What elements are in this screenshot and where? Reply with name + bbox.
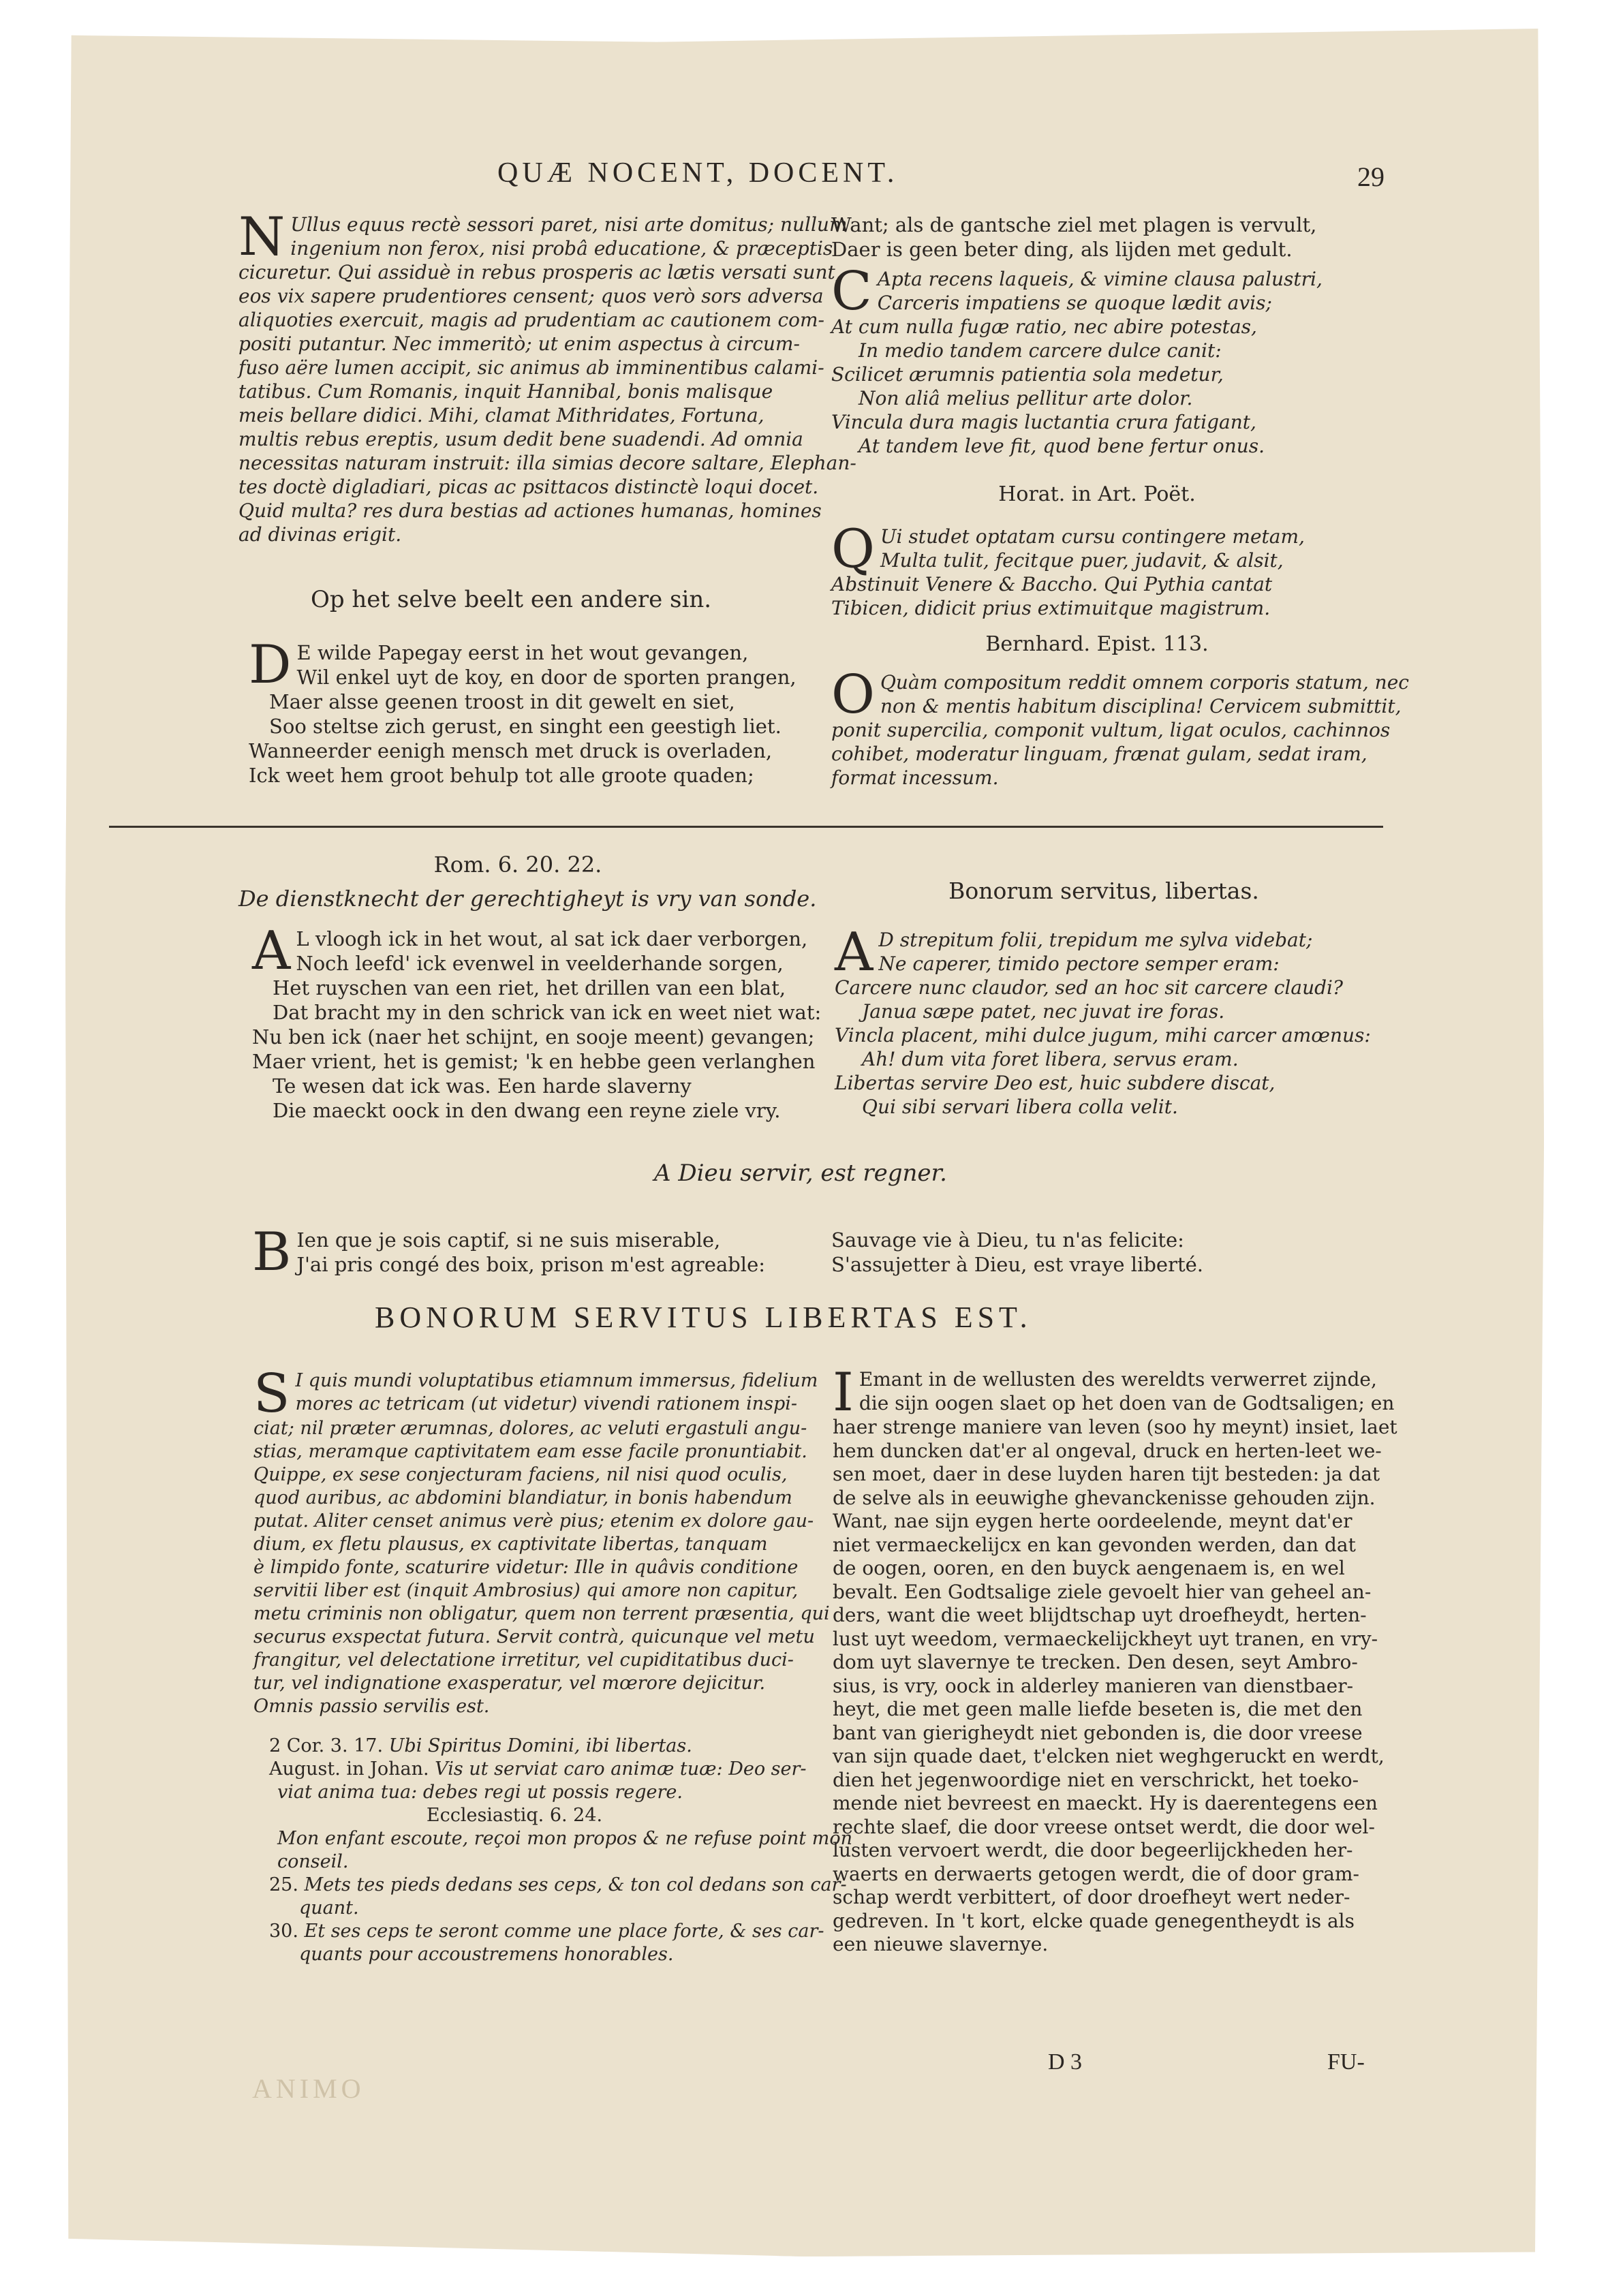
text-line: Janua sæpe patet, nec juvat ire foras. xyxy=(862,1000,1225,1023)
text-line: schap werdt verbittert, of door droefheyt wert neder- xyxy=(833,1886,1350,1908)
drop-cap: C xyxy=(831,261,872,322)
text-line: lust uyt weedom, vermaeckelijckheyt uyt tranen, en vry- xyxy=(833,1627,1378,1650)
text-line: waerts en derwaerts getogen werdt, die of door gram- xyxy=(833,1862,1359,1885)
text-line: Scilicet ærumnis patientia sola medetur, xyxy=(831,363,1224,386)
text-line: Nu ben ick (naer het schijnt, en sooje meent) gevangen; xyxy=(252,1025,815,1049)
text-line: Et ses ceps te seront comme une place forte, & ses car- xyxy=(304,1921,824,1942)
text-line: dien het jegenwoordige niet en verschrickt, het toeko- xyxy=(833,1768,1359,1791)
text-line: metu criminis non obligatur, quem non terrent præsentia, qui xyxy=(253,1603,830,1624)
top-right-latin xyxy=(831,261,1376,458)
text-line: Carceris impatiens se quoque lædit avis; xyxy=(877,292,1272,314)
text-line: Vincula dura magis luctantia crura fatigant, xyxy=(831,411,1256,433)
dutch-motto: De dienstknecht der gerechtigheyt is vry van sonde. xyxy=(238,886,817,912)
text-line: meis bellare didici. Mihi, clamat Mithridates, Fortuna, xyxy=(238,404,764,426)
verse-number: 25. xyxy=(269,1874,298,1895)
faint-stamp: ANIMO xyxy=(252,2073,365,2104)
text-line: In medio tandem carcere dulce canit: xyxy=(859,339,1222,362)
text-line: Ick weet hem groot behulp tot alle groote quaden; xyxy=(249,764,754,787)
bottom-left-latin xyxy=(253,1363,830,1718)
aug-line xyxy=(269,1758,814,1781)
text-line: gedreven. In 't kort, elcke quade genegentheydt is als xyxy=(833,1909,1355,1932)
french-right xyxy=(831,1228,1390,1277)
text-line: Multa tulit, fecitque puer, judavit, & alsit, xyxy=(880,549,1284,572)
drop-cap: N xyxy=(238,206,285,268)
text-line: Want, nae sijn eygen herte oordeelende, meynt dat'er xyxy=(833,1510,1352,1532)
top-left-latin xyxy=(238,206,856,546)
text-line: lusten vervoert werdt, die door begeerlijckheden her- xyxy=(833,1839,1353,1861)
text-line: de oogen, ooren, en den buyck aengenaem is, en wel xyxy=(833,1557,1345,1579)
page-number: 29 xyxy=(1357,161,1385,192)
text-line: heyt, die met geen malle liefde beseten is, die met den xyxy=(833,1698,1363,1720)
bottom-left-references xyxy=(269,1735,852,1966)
text-line: ders, want die weet blijdtschap uyt droefheydt, herten- xyxy=(833,1604,1367,1626)
text-line: Mon enfant escoute, reçoi mon propos & ne refuse point mon xyxy=(277,1828,852,1849)
text-line: viat anima tua: debes regi ut possis regere. xyxy=(277,1782,683,1803)
text-line: ciat; nil præter ærumnas, dolores, ac veluti ergastuli angu- xyxy=(253,1418,807,1439)
text-line: Het ruyschen van een riet, het drillen van een blat, xyxy=(273,976,786,999)
text-line: Ui studet optatam cursu contingere metam, xyxy=(880,525,1305,548)
bernhard-quote xyxy=(831,664,1409,790)
text-line: ponit supercilia, componit vultum, ligat oculos, cachinnos xyxy=(831,719,1391,741)
horace-reference: Horat. in Art. Poët. xyxy=(998,482,1196,506)
top-left-dutch xyxy=(249,634,797,788)
text-line: cicuretur. Qui assiduè in rebus prosperis ac lætis versati sunt, xyxy=(238,261,841,283)
text-line: Non aliâ melius pellitur arte dolor. xyxy=(859,387,1193,409)
drop-cap: A xyxy=(252,920,291,982)
catchword: FU- xyxy=(1327,2049,1365,2075)
text-line: niet vermaeckelijcx en kan gevonden werden, dan dat xyxy=(833,1533,1356,1556)
text-line: Noch leefd' ick evenwel in veelderhande sorgen, xyxy=(296,952,784,975)
text-line: Libertas servire Deo est, huic subdere discat, xyxy=(835,1072,1275,1094)
drop-cap: A xyxy=(835,922,873,983)
horace-quote xyxy=(831,518,1376,620)
text-line: I quis mundi voluptatibus etiamnum immersus, fidelium xyxy=(295,1370,818,1391)
bernhard-reference: Bernhard. Epist. 113. xyxy=(985,632,1209,656)
text-line: ad divinas erigit. xyxy=(238,523,402,546)
text-line: tes doctè digladiari, picas ac psittacos distinctè loqui docet. xyxy=(238,476,819,498)
middle-right-latin xyxy=(835,922,1393,1119)
text-line: L vloogh ick in het wout, al sat ick daer verborgen, xyxy=(296,927,808,950)
text-line: Ne caperer, timido pectore semper eram: xyxy=(878,952,1280,975)
text-line: quants pour accoustremens honorables. xyxy=(299,1944,674,1965)
text-line: dom uyt slavernye te trecken. Den desen, seyt Ambro- xyxy=(833,1651,1358,1673)
text-line: J'ai pris congé des boix, prison m'est agreable: xyxy=(296,1253,766,1276)
text-line: Carcere nunc claudor, sed an hoc sit carcere claudi? xyxy=(835,976,1344,999)
text-line: Vincla placent, mihi dulce jugum, mihi carcer amœnus: xyxy=(835,1024,1371,1046)
text-line: Quàm compositum reddit omnem corporis statum, nec xyxy=(880,671,1409,694)
text-line: format incessum. xyxy=(831,766,999,789)
text-line: fuso aëre lumen accipit, sic animus ab imminentibus calami- xyxy=(238,356,824,379)
text-line: Abstinuit Venere & Baccho. Qui Pythia cantat xyxy=(831,573,1273,595)
text-line: è limpido fonte, scaturire videtur: Ille in quâvis conditione xyxy=(253,1557,799,1578)
text-line: At cum nulla fugæ ratio, nec abire potestas, xyxy=(831,315,1257,338)
text-line: een nieuwe slavernye. xyxy=(833,1933,1049,1955)
text-line: de selve als in eeuwighe ghevanckenisse gehouden zijn. xyxy=(833,1486,1376,1509)
text-line: dium, ex fletu plausus, ex captivitate libertas, tanquam xyxy=(253,1534,768,1555)
french-motto: A Dieu servir, est regner. xyxy=(654,1160,947,1187)
drop-cap: Q xyxy=(831,518,875,580)
bible-reference: Rom. 6. 20. 22. xyxy=(433,852,602,878)
text-line: eos vix sapere prudentiores censent; quos verò sors adversa xyxy=(238,285,824,307)
text-line: necessitas naturam instruit: illa simias decore saltare, Elephan- xyxy=(238,452,856,474)
text-line: Maer vrient, het is gemist; 'k en hebbe geen verlanghen xyxy=(252,1050,816,1073)
text-line: frangitur, vel delectatione irretitur, vel cupiditatibus duci- xyxy=(253,1649,794,1671)
middle-left-dutch xyxy=(252,920,822,1123)
text-line: tatibus. Cum Romanis, inquit Hannibal, bonis malisque xyxy=(238,380,773,403)
text-line: Quippe, ex sese conjecturam faciens, nil nisi quod oculis, xyxy=(253,1464,788,1485)
text-line: Qui sibi servari libera colla velit. xyxy=(862,1096,1178,1118)
drop-cap: I xyxy=(833,1362,854,1423)
signature-mark: D 3 xyxy=(1048,2049,1083,2075)
verse-25 xyxy=(269,1874,847,1897)
aug-reference: August. in Johan. xyxy=(269,1758,429,1780)
cor-line xyxy=(269,1735,814,1758)
text-line: Dat bracht my in den schrick van ick en weet niet wat: xyxy=(273,1001,822,1024)
verse-number: 30. xyxy=(269,1921,298,1942)
text-line: At tandem leve fit, quod bene fertur onus. xyxy=(859,435,1265,457)
section-divider xyxy=(109,826,1383,828)
latin-heading: Bonorum servitus, libertas. xyxy=(948,878,1259,904)
text-line: Maer alsse geenen troost in dit gewelt en siet, xyxy=(269,690,735,713)
text-line: non & mentis habitum disciplina! Cervicem submittit, xyxy=(880,695,1402,717)
drop-cap: D xyxy=(249,634,292,696)
text-line: die sijn oogen slaet op het doen van de Godtsaligen; en xyxy=(859,1391,1395,1414)
text-line: Tibicen, didicit prius extimuitque magistrum. xyxy=(831,597,1271,619)
text-line: hem duncken dat'er al ongeval, druck en herten-leet we- xyxy=(833,1439,1382,1462)
text-line: quod auribus, ac abdomini blandiatur, in bonis habendum xyxy=(253,1487,792,1508)
text-line: cohibet, moderatur linguam, frænat gulam, sedat iram, xyxy=(831,743,1367,765)
text-line: S'assujetter à Dieu, est vraye liberté. xyxy=(831,1253,1203,1276)
text-line: Sauvage vie à Dieu, tu n'as felicite: xyxy=(831,1228,1184,1252)
page-header: QUÆ NOCENT, DOCENT. xyxy=(497,157,899,189)
text-line: quant. xyxy=(299,1897,359,1919)
text-line: Apta recens laqueis, & vimine clausa palustri, xyxy=(877,268,1323,290)
text-line: tur, vel indignatione exasperatur, vel mœrore dejicitur. xyxy=(253,1673,766,1694)
dutch-heading: Op het selve beelt een andere sin. xyxy=(310,586,712,613)
bottom-right-dutch xyxy=(833,1362,1397,1957)
drop-cap: O xyxy=(831,664,875,726)
text-line: ingenium non ferox, nisi probâ educatione, & præceptis xyxy=(290,237,833,260)
text-line: Ien que je sois captif, si ne suis miserable, xyxy=(296,1228,721,1252)
text-line: van sijn quade daet, t'elcken niet weghgeruckt en werdt, xyxy=(833,1745,1385,1767)
drop-cap: B xyxy=(252,1222,292,1283)
text-line: Wil enkel uyt de koy, en door de sporten prangen, xyxy=(296,666,797,689)
text-line: D strepitum folii, trepidum me sylva videbat; xyxy=(878,929,1313,951)
text-line: conseil. xyxy=(277,1851,349,1872)
text-line: Daer is geen beter ding, als lijden met gedult. xyxy=(831,238,1293,261)
text-line: Mets tes pieds dedans ses ceps, & ton col dedans son car- xyxy=(304,1874,847,1895)
text-line: positi putantur. Nec immeritò; ut enim aspectus à circum- xyxy=(238,332,800,355)
text-line: rechte slaef, die door vreese ontset werdt, die door wel- xyxy=(833,1815,1375,1838)
verse-30 xyxy=(269,1920,824,1943)
cor-text: Ubi Spiritus Domini, ibi libertas. xyxy=(388,1735,692,1756)
text-line: Quid multa? res dura bestias ad actiones humanas, homines xyxy=(238,499,822,522)
text-line: Omnis passio servilis est. xyxy=(253,1696,490,1717)
text-line: bant van gierigheydt niet gebonden is, die door vreese xyxy=(833,1721,1363,1744)
text-line: mores ac tetricam (ut videtur) vivendi rationem inspi- xyxy=(295,1393,798,1414)
eccl-reference: Ecclesiastiq. 6. 24. xyxy=(426,1805,603,1826)
french-left xyxy=(252,1222,811,1283)
text-line: aliquoties exercuit, magis ad prudentiam ac cautionem com- xyxy=(238,309,824,331)
text-line: Die maeckt oock in den dwang een reyne ziele vry. xyxy=(273,1099,781,1122)
text-line: Ullus equus rectè sessori paret, nisi arte domitus; nullum xyxy=(290,213,848,236)
text-line: bevalt. Een Godtsalige ziele gevoelt hier van geheel an- xyxy=(833,1580,1372,1603)
text-line: haer strenge maniere van leven (soo hy meynt) insiet, laet xyxy=(833,1416,1397,1438)
drop-cap: S xyxy=(253,1363,290,1425)
text-line: Emant in de wellusten des wereldts verwerret zijnde, xyxy=(859,1368,1377,1391)
text-line: multis rebus ereptis, usum dedit bene suadendi. Ad omnia xyxy=(238,428,803,450)
text-line: Wanneerder eenigh mensch met druck is overladen, xyxy=(249,739,773,762)
top-right-dutch xyxy=(831,213,1376,262)
text-line: Want; als de gantsche ziel met plagen is vervult, xyxy=(831,213,1317,236)
text-line: E wilde Papegay eerst in het wout gevangen, xyxy=(296,641,749,664)
aug-text: Vis ut serviat caro animæ tuæ: Deo ser- xyxy=(435,1758,807,1780)
text-line: Soo steltse zich gerust, en singht een geestigh liet. xyxy=(269,715,782,738)
text-line: sius, is vry, oock in alderley manieren van dienstbaer- xyxy=(833,1674,1354,1697)
text-line: servitii liber est (inquit Ambrosius) qui amore non capitur, xyxy=(253,1580,799,1601)
text-line: securus exspectat futura. Servit contrà, quicunque vel metu xyxy=(253,1626,815,1647)
text-line: sen moet, daer in dese luyden haren tijt besteden: ja dat xyxy=(833,1463,1380,1485)
text-line: stias, meramque captivitatem eam esse facile pronuntiabit. xyxy=(253,1441,807,1462)
text-line: Ah! dum vita foret libera, servus eram. xyxy=(862,1048,1239,1070)
text-line: putat. Aliter censet animus verè pius; etenim ex dolore gau- xyxy=(253,1510,814,1532)
text-line: Te wesen dat ick was. Een harde slaverny xyxy=(273,1074,692,1098)
text-line: mende niet bevreest en maeckt. Hy is daerentegens een xyxy=(833,1792,1378,1814)
cor-reference: 2 Cor. 3. 17. xyxy=(269,1735,384,1756)
section-title: BONORUM SERVITUS LIBERTAS EST. xyxy=(375,1301,1032,1334)
